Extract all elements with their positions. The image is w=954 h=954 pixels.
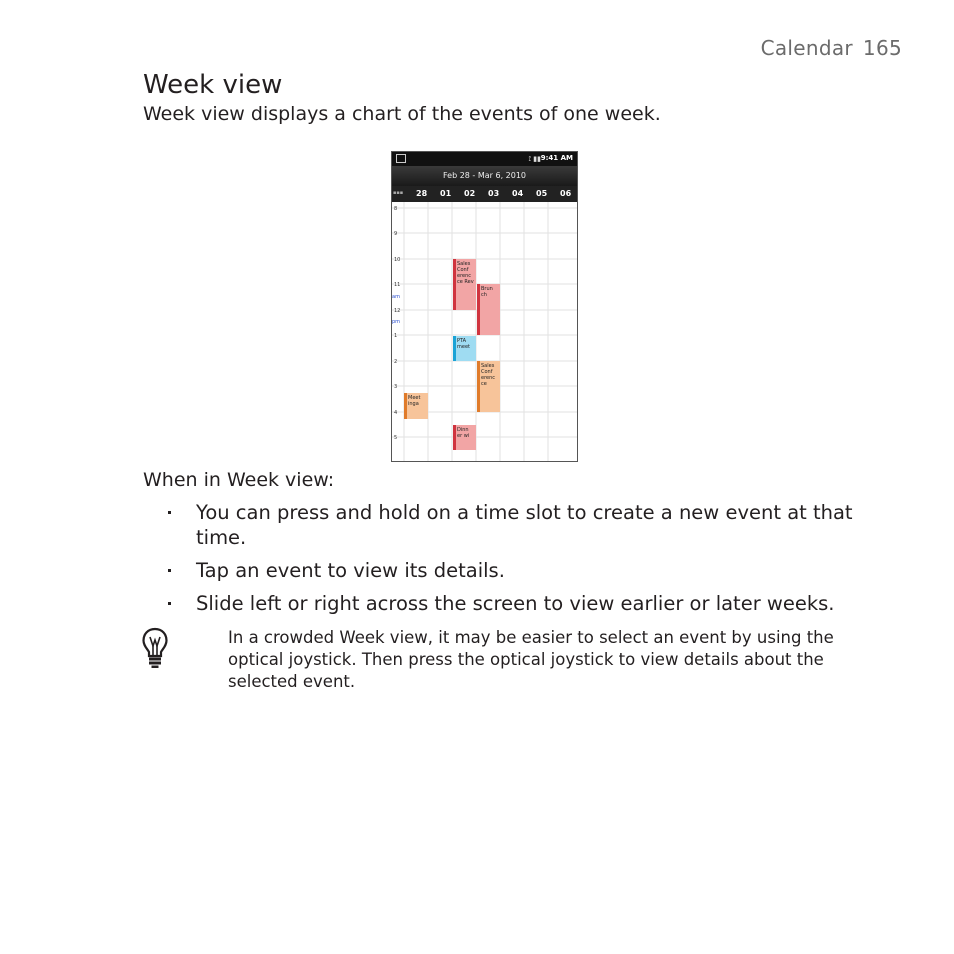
am-label: am	[392, 294, 400, 300]
bullet-icon	[168, 511, 171, 514]
hour-label: 3	[394, 384, 398, 390]
event-title: PTA meet	[457, 338, 470, 350]
signal-icon: ⟟ ▮▮	[528, 155, 541, 163]
event-color-stripe	[404, 393, 407, 419]
hour-label: 5	[394, 435, 398, 441]
week-view-screenshot	[391, 151, 578, 462]
list-item: You can press and hold on a time slot to create a new event at that time.	[163, 500, 883, 550]
section-title: Week view	[143, 70, 283, 100]
week-label: ▪▪▪	[393, 190, 404, 196]
hour-label: 9	[394, 231, 398, 237]
list-item: Tap an event to view its details.	[163, 558, 883, 583]
hour-label: 10	[394, 257, 401, 263]
day-label[interactable]: 05	[536, 189, 548, 198]
date-range: Feb 28 - Mar 6, 2010	[392, 166, 577, 186]
hour-label: 12	[394, 308, 401, 314]
day-label[interactable]: 01	[440, 189, 452, 198]
day-label[interactable]: 04	[512, 189, 524, 198]
week-grid[interactable]	[392, 202, 577, 461]
event-title: Meet inga	[408, 395, 421, 407]
event-color-stripe	[477, 284, 480, 335]
event-title: Dinn er wi	[457, 427, 470, 439]
hour-label: 8	[394, 206, 398, 212]
section-description: Week view displays a chart of the events of one week.	[143, 103, 661, 125]
status-time: 9:41 AM	[540, 154, 573, 162]
status-bar	[392, 152, 577, 166]
day-label[interactable]: 06	[560, 189, 572, 198]
event-color-stripe	[477, 361, 480, 412]
tip-text: In a crowded Week view, it may be easier to select an event by using the optical joystick. Then press the optical joystick to view details about the selected event.	[228, 628, 834, 691]
page-number: 165	[862, 36, 902, 60]
pm-label: pm	[392, 319, 401, 325]
list-item: Slide left or right across the screen to view earlier or later weeks.	[163, 591, 883, 616]
bullet-list	[163, 500, 883, 624]
day-label[interactable]: 03	[488, 189, 500, 198]
event-title: Sales Conf erenc ce Rev	[457, 261, 474, 285]
calendar-event[interactable]	[404, 393, 428, 419]
running-header	[761, 36, 902, 60]
header-section: Calendar	[760, 36, 853, 60]
event-color-stripe	[453, 336, 456, 361]
calendar-event[interactable]	[453, 259, 476, 310]
calendar-event[interactable]	[453, 336, 476, 361]
days-header	[392, 186, 577, 202]
hour-label: 1	[394, 333, 398, 339]
day-label[interactable]: 28	[416, 189, 428, 198]
event-color-stripe	[453, 425, 456, 450]
hour-label: 4	[394, 410, 398, 416]
bullet-icon	[168, 569, 171, 572]
calendar-icon	[396, 154, 406, 163]
event-title: Sales Conf erenc ce	[481, 363, 496, 387]
event-title: Brun ch	[481, 286, 493, 298]
list-heading: When in Week view:	[143, 469, 335, 491]
calendar-event[interactable]	[477, 361, 500, 412]
hour-label: 11	[394, 282, 401, 288]
calendar-event[interactable]	[453, 425, 476, 450]
hour-label: 2	[394, 359, 398, 365]
event-color-stripe	[453, 259, 456, 310]
day-label[interactable]: 02	[464, 189, 476, 198]
bullet-icon	[168, 602, 171, 605]
lightbulb-icon	[141, 627, 169, 669]
calendar-event[interactable]	[477, 284, 500, 335]
